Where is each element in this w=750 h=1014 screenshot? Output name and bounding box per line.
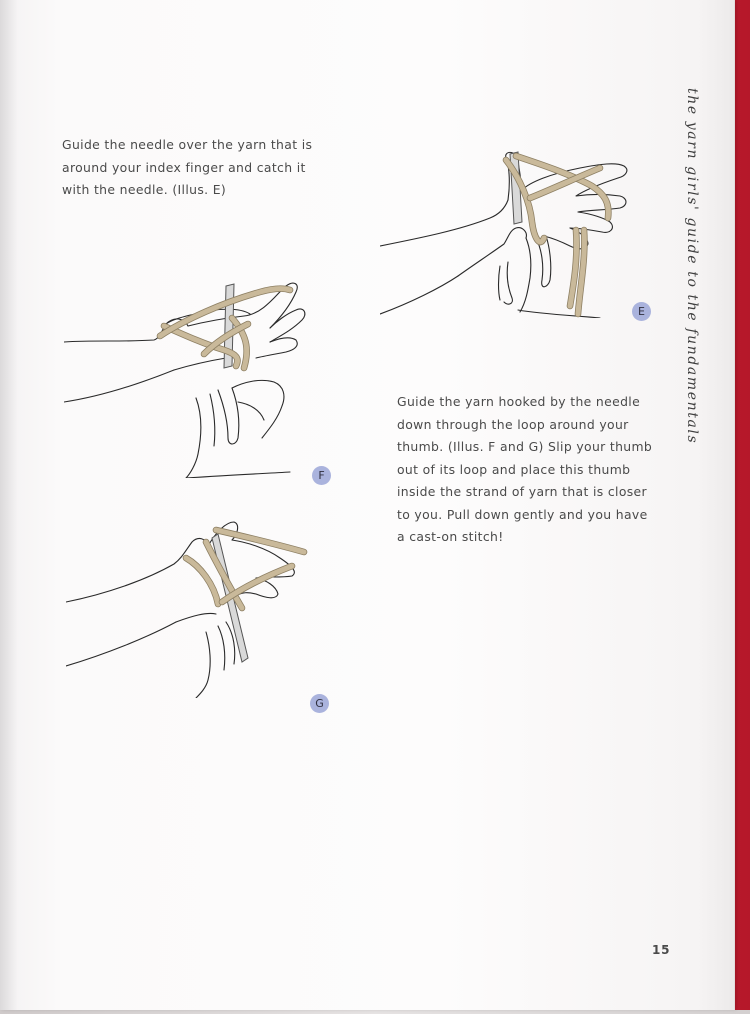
illustration-f [64,278,334,478]
running-head: the yarn girls' guide to the fundamentals [684,88,700,445]
instruction-paragraph-1: Guide the needle over the yarn that is around your index finger and catch it with the needle. (Illus. E) [62,137,313,197]
illustration-label-f: F [312,466,331,485]
illustration-g [66,518,316,698]
illustration-label-e: E [632,302,651,321]
page-gutter-shadow [0,0,18,1010]
illustration-label-g: G [310,694,329,713]
instruction-paragraph-2: Guide the yarn hooked by the needle down through the loop around your thumb. (Illus. F and G) Slip your thumb out of its loop and place this thumb inside the strand of yarn that is closer to you. Pull down gently and you have a cast-on stitch! [397,394,653,544]
page-number: 15 [652,943,671,957]
illustration-e [380,138,660,318]
